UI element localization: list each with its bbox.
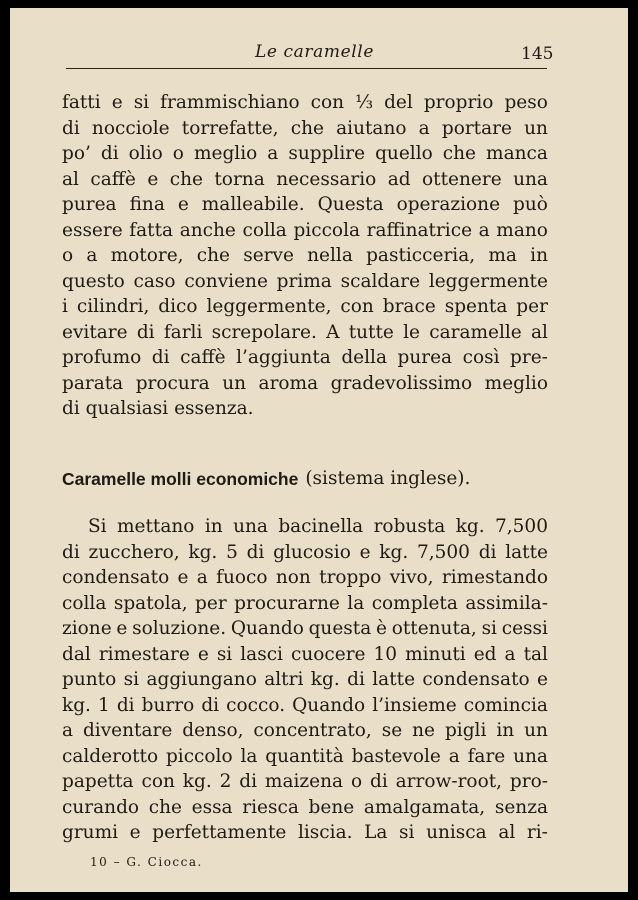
word: frammischiano bbox=[160, 92, 300, 113]
word: tal bbox=[523, 643, 548, 665]
word: pigli bbox=[444, 720, 487, 741]
word: diventare bbox=[82, 720, 173, 741]
word: spenta bbox=[444, 296, 508, 317]
word: e bbox=[359, 541, 371, 563]
word: dico bbox=[158, 296, 198, 317]
word: leggermente, bbox=[206, 296, 332, 317]
word: Quando bbox=[230, 618, 304, 639]
word: cilindri, bbox=[76, 296, 150, 317]
word: 7,500 bbox=[416, 541, 470, 563]
word: fatti bbox=[62, 92, 101, 113]
word: di bbox=[62, 117, 80, 139]
word: di bbox=[100, 143, 119, 164]
word: evitare bbox=[62, 321, 128, 343]
word: 1 bbox=[98, 694, 110, 716]
word: in bbox=[530, 245, 548, 266]
word: purea bbox=[62, 194, 117, 215]
section-heading-subtitle: (sistema inglese). bbox=[305, 468, 471, 489]
text-line bbox=[62, 141, 548, 167]
word: 10 bbox=[373, 643, 398, 665]
word: aiutano bbox=[336, 117, 407, 139]
word: pro- bbox=[509, 771, 548, 792]
word: soluzione. bbox=[132, 618, 227, 639]
word: le bbox=[403, 321, 420, 343]
word: che bbox=[290, 117, 324, 139]
text-line bbox=[62, 591, 548, 617]
word: anche bbox=[179, 219, 236, 241]
word: vivo, bbox=[389, 567, 434, 588]
word: di bbox=[347, 669, 365, 690]
word: a bbox=[86, 245, 98, 266]
word: a bbox=[62, 720, 74, 741]
word: si bbox=[133, 92, 150, 113]
word: conviene bbox=[184, 270, 268, 292]
word: tutte bbox=[348, 321, 394, 343]
word: piccolo bbox=[165, 745, 233, 767]
word: pre- bbox=[510, 347, 548, 368]
text-line bbox=[62, 795, 548, 821]
word: che bbox=[148, 796, 182, 818]
word: a bbox=[267, 143, 279, 164]
text-line bbox=[62, 345, 548, 371]
word: peso bbox=[504, 92, 548, 113]
word: ⅓ bbox=[355, 92, 374, 113]
word: nocciole bbox=[91, 117, 170, 139]
word: procurarne bbox=[234, 592, 340, 614]
word: torna bbox=[214, 168, 265, 190]
word: brace bbox=[382, 296, 436, 317]
word: di bbox=[136, 321, 155, 343]
word: l’aggiunta bbox=[236, 347, 331, 368]
word: meglio bbox=[193, 143, 258, 164]
word: con bbox=[340, 296, 374, 317]
text-line bbox=[62, 167, 548, 193]
word: ottenere bbox=[422, 168, 502, 190]
word: rimestare bbox=[98, 643, 190, 665]
word: assimila- bbox=[465, 592, 548, 614]
word: ri- bbox=[526, 822, 548, 843]
word: caffè bbox=[180, 347, 226, 368]
word: zucchero, bbox=[88, 541, 180, 563]
word: caramelle bbox=[429, 321, 522, 343]
word: e bbox=[129, 822, 141, 843]
word: una bbox=[513, 168, 548, 190]
header-rule bbox=[66, 68, 547, 69]
text-line bbox=[62, 820, 548, 846]
word: al bbox=[62, 168, 79, 190]
word: papetta bbox=[62, 771, 134, 792]
word: mettano bbox=[116, 516, 195, 537]
word: si bbox=[399, 822, 415, 843]
word: caso bbox=[133, 270, 176, 292]
word: kg. bbox=[188, 541, 218, 563]
word: arrow-root, bbox=[395, 771, 503, 792]
word: a bbox=[478, 219, 490, 241]
word: 2 bbox=[219, 771, 232, 792]
word: ma bbox=[488, 245, 517, 266]
word: Questa bbox=[317, 194, 384, 215]
word: kg. bbox=[182, 771, 212, 792]
word: e bbox=[111, 92, 123, 113]
book-page bbox=[10, 8, 628, 892]
word: supplire bbox=[288, 143, 366, 164]
word: quello bbox=[375, 143, 433, 164]
word: 7,500 bbox=[495, 516, 548, 537]
word: ad bbox=[387, 168, 411, 190]
word: con bbox=[141, 771, 175, 792]
word: screpolare. bbox=[211, 321, 317, 343]
word: denso, bbox=[182, 720, 244, 741]
word: fina bbox=[129, 194, 165, 215]
word: proprio bbox=[423, 92, 494, 113]
word: kg. bbox=[62, 694, 91, 716]
text-line bbox=[62, 320, 548, 346]
text-line bbox=[62, 243, 548, 269]
word: colla bbox=[62, 592, 107, 614]
section-heading-title: Caramelle molli economiche bbox=[62, 469, 299, 489]
word: e bbox=[177, 194, 189, 215]
word: a bbox=[504, 643, 516, 665]
text-line bbox=[62, 371, 548, 397]
word: scaldare bbox=[340, 270, 421, 292]
word: curando bbox=[62, 796, 140, 818]
text-line bbox=[62, 90, 548, 116]
word: una bbox=[233, 516, 268, 537]
text-line bbox=[62, 616, 548, 642]
word: la bbox=[347, 592, 365, 614]
word: e bbox=[116, 618, 128, 639]
text-line bbox=[62, 565, 548, 591]
word: e bbox=[197, 643, 209, 665]
word: se bbox=[381, 720, 403, 741]
word: kg. bbox=[310, 669, 340, 690]
word: bacinella bbox=[278, 516, 364, 537]
word: malleabile. bbox=[201, 194, 305, 215]
word: La bbox=[364, 822, 388, 843]
word: portare bbox=[441, 117, 512, 139]
word: del bbox=[384, 92, 413, 113]
word: gradevolissimo bbox=[330, 372, 473, 394]
word: questa bbox=[308, 618, 372, 639]
word: mano bbox=[496, 219, 548, 241]
word: caffè bbox=[90, 168, 136, 190]
word: po’ bbox=[62, 143, 91, 164]
word: colla bbox=[242, 219, 287, 241]
word: raffinatrice bbox=[366, 219, 473, 241]
word: pasticceria, bbox=[366, 245, 476, 266]
word: grumi bbox=[62, 822, 119, 843]
word: latte bbox=[505, 541, 548, 563]
word: e bbox=[537, 669, 548, 690]
word: manca bbox=[486, 143, 548, 164]
word: si bbox=[123, 669, 140, 690]
word: kg. bbox=[455, 516, 485, 537]
word: e bbox=[147, 168, 159, 190]
word: minuti bbox=[405, 643, 466, 665]
word: ottenuta, bbox=[391, 618, 477, 639]
word: bastevole bbox=[351, 745, 441, 767]
word: per bbox=[195, 592, 227, 614]
text-line bbox=[62, 192, 548, 218]
word: che bbox=[169, 168, 203, 190]
word: i bbox=[62, 296, 68, 317]
text-line bbox=[62, 693, 548, 719]
text-line bbox=[62, 269, 548, 295]
word: di bbox=[239, 771, 258, 792]
text-line bbox=[62, 642, 548, 668]
word: procura bbox=[135, 372, 210, 394]
signature-mark: 10 – G. Ciocca. bbox=[90, 855, 203, 869]
word: glucosio bbox=[273, 541, 351, 563]
word: a bbox=[196, 567, 208, 588]
word: l’insieme bbox=[372, 694, 457, 716]
word: A bbox=[326, 321, 340, 343]
word: di bbox=[478, 541, 497, 563]
word: aroma bbox=[258, 372, 319, 394]
word: completa bbox=[371, 592, 458, 614]
word: fatta bbox=[129, 219, 174, 241]
word: o bbox=[350, 771, 363, 792]
word: condensato bbox=[422, 669, 530, 690]
word: dal bbox=[62, 643, 91, 665]
word: lasci bbox=[240, 643, 283, 665]
text-line bbox=[62, 718, 548, 744]
word: parata bbox=[62, 372, 124, 394]
word: concentrato, bbox=[253, 720, 372, 741]
word: fare bbox=[467, 745, 506, 767]
word: liscia. bbox=[297, 822, 353, 843]
word: robusta bbox=[373, 516, 446, 537]
word: in bbox=[496, 720, 515, 741]
word: o bbox=[62, 245, 74, 266]
word: comincia bbox=[463, 694, 548, 716]
word: di bbox=[62, 541, 80, 563]
word: essa bbox=[191, 796, 233, 818]
word: ed bbox=[473, 643, 497, 665]
word: si bbox=[216, 643, 233, 665]
word: di bbox=[116, 694, 135, 716]
word: si bbox=[481, 618, 497, 639]
word: nella bbox=[307, 245, 353, 266]
word: Quando bbox=[292, 694, 366, 716]
word: ne bbox=[412, 720, 436, 741]
word: essere bbox=[62, 219, 123, 241]
text-line bbox=[62, 769, 548, 795]
word: serve bbox=[243, 245, 294, 266]
word: così bbox=[462, 347, 500, 368]
word: al bbox=[498, 822, 516, 843]
word: maizena bbox=[264, 771, 344, 792]
word: un bbox=[524, 720, 548, 741]
word: cuocere bbox=[290, 643, 366, 665]
word: della bbox=[341, 347, 387, 368]
word: a bbox=[418, 117, 430, 139]
word: fuoco bbox=[216, 567, 268, 588]
word: farli bbox=[163, 321, 203, 343]
word: in bbox=[204, 516, 223, 537]
word: per bbox=[516, 296, 548, 317]
word: meglio bbox=[484, 372, 548, 394]
word: piccola bbox=[293, 219, 361, 241]
word: motore, bbox=[110, 245, 184, 266]
word: di bbox=[151, 347, 170, 368]
page-number: 145 bbox=[521, 44, 554, 64]
word: cessi bbox=[501, 618, 548, 639]
text-line bbox=[62, 218, 548, 244]
word: al bbox=[531, 321, 548, 343]
word: spatola, bbox=[113, 592, 188, 614]
word: necessario bbox=[276, 168, 377, 190]
text-line bbox=[88, 514, 548, 540]
word: zione bbox=[62, 618, 112, 639]
word: un bbox=[222, 372, 247, 394]
word: profumo bbox=[62, 347, 142, 368]
word: amalgamata, bbox=[363, 796, 486, 818]
word: che bbox=[442, 143, 477, 164]
word: rimestando bbox=[441, 567, 548, 588]
word: burro bbox=[141, 694, 195, 716]
word: di bbox=[369, 771, 388, 792]
word: operazione bbox=[396, 194, 501, 215]
text-line bbox=[62, 744, 548, 770]
word: riesca bbox=[242, 796, 299, 818]
word: bene bbox=[308, 796, 355, 818]
word: leggermente bbox=[428, 270, 548, 292]
word: purea bbox=[397, 347, 453, 368]
word: unisca bbox=[426, 822, 487, 843]
word: torrefatte, bbox=[181, 117, 279, 139]
word: con bbox=[310, 92, 345, 113]
word: altri bbox=[264, 669, 304, 690]
word: punto bbox=[62, 669, 117, 690]
section-heading bbox=[62, 466, 548, 492]
word: 5 bbox=[226, 541, 238, 563]
word: che bbox=[196, 245, 230, 266]
text-line bbox=[62, 540, 548, 566]
word: può bbox=[513, 194, 548, 215]
text-line bbox=[62, 667, 548, 693]
word: la bbox=[240, 745, 258, 767]
running-title: Le caramelle bbox=[255, 42, 374, 62]
word: troppo bbox=[319, 567, 382, 588]
word: questo bbox=[62, 270, 125, 292]
word: cocco. bbox=[226, 694, 286, 716]
word: condensato bbox=[62, 567, 170, 588]
word: a bbox=[448, 745, 460, 767]
word: latte bbox=[372, 669, 416, 690]
word: prima bbox=[276, 270, 332, 292]
word: di bbox=[246, 541, 265, 563]
word: una bbox=[513, 745, 548, 767]
word: Si bbox=[88, 516, 107, 537]
word: aggiungano bbox=[146, 669, 257, 690]
text-line bbox=[62, 294, 548, 320]
word: calderotto bbox=[62, 745, 159, 767]
word: perfettamente bbox=[152, 822, 287, 843]
word: o bbox=[172, 143, 184, 164]
text-line bbox=[62, 116, 548, 142]
word: kg. bbox=[379, 541, 409, 563]
word: quantità bbox=[265, 745, 344, 767]
word: non bbox=[275, 567, 311, 588]
word: è bbox=[376, 618, 387, 639]
word: olio bbox=[128, 143, 163, 164]
word: un bbox=[524, 117, 548, 139]
word: di bbox=[201, 694, 220, 716]
word: senza bbox=[494, 796, 548, 818]
word: e bbox=[177, 567, 189, 588]
text-line: di qualsiasi essenza. bbox=[62, 398, 254, 419]
